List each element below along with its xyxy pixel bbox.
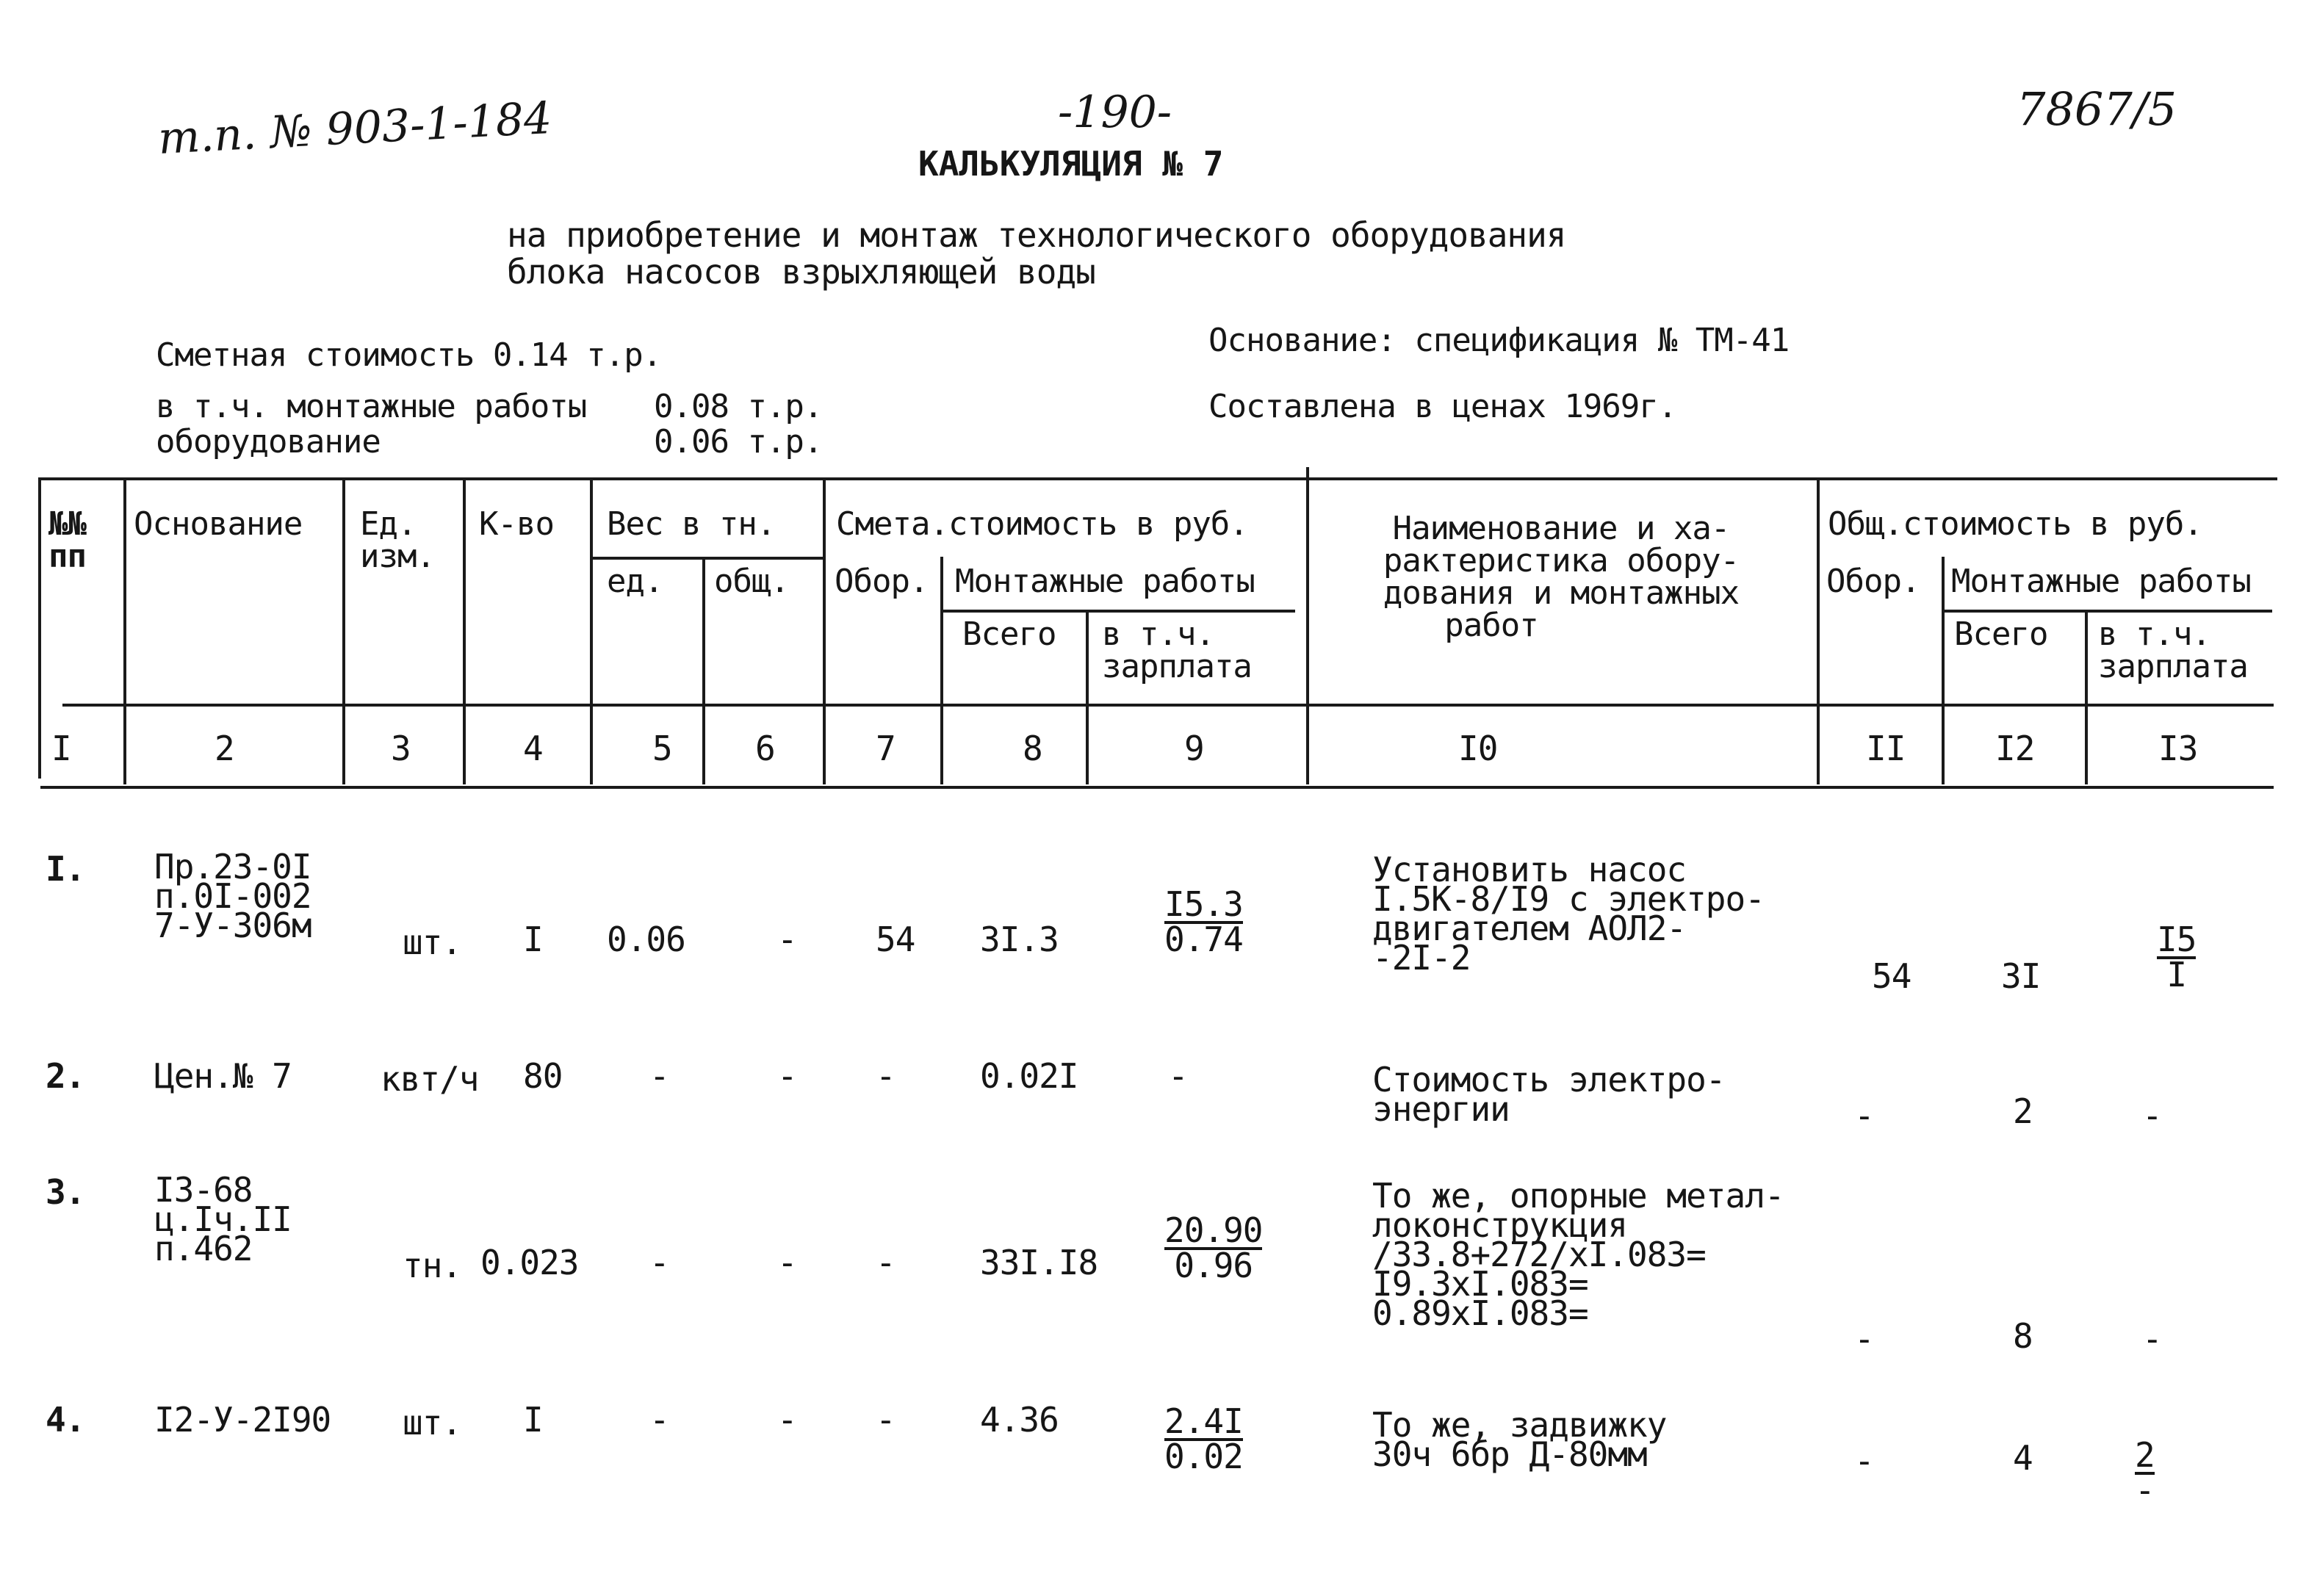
col-divider-8: [1086, 610, 1089, 784]
row-1-equipment: 54: [876, 920, 915, 959]
col-divider-7: [940, 557, 943, 784]
header-weight-group: Вес в тн.: [607, 505, 776, 543]
row-4-weight-total: -: [777, 1400, 797, 1440]
row-3-install-total: 33I.I8: [980, 1243, 1098, 1282]
row-4-wage-top: 2.4I: [1164, 1401, 1243, 1441]
row-3-equipment: -: [876, 1243, 896, 1282]
column-number-4: 4: [523, 729, 543, 768]
table-left-edge: [38, 477, 41, 779]
header-weight-unit: ед.: [607, 563, 663, 600]
header-description-line-3: дования и монтажных: [1383, 574, 1740, 612]
row-1-unit: шт.: [403, 922, 462, 962]
row-4-description-line-1: То же, задвижку: [1372, 1405, 1667, 1445]
row-3-wage: [1164, 1210, 1263, 1285]
row-1-description-line-2: I.5К-8/I9 с электро-: [1372, 879, 1765, 919]
row-1-basis-line-3: 7-У-306м: [154, 906, 311, 945]
column-number-7: 7: [876, 729, 896, 768]
header-weight-total: общ.: [714, 563, 789, 600]
row-2-description: [1372, 1060, 1726, 1129]
row-4-total-wage: [2135, 1435, 2155, 1510]
installation-value: 0.08 т.р.: [654, 388, 823, 425]
header-equipment: Обор.: [835, 563, 929, 600]
header-total-equipment: Обор.: [1826, 563, 1920, 600]
row-4-total-equipment: -: [1854, 1441, 1874, 1481]
column-number-6: 6: [755, 729, 775, 768]
header-total-group: Общ.стоимость в руб.: [1828, 505, 2202, 543]
row-3-weight-unit: -: [649, 1243, 669, 1282]
equipment-label: оборудование: [156, 423, 381, 461]
table-top-rule: [40, 477, 2277, 480]
row-4-basis: I2-У-2I90: [154, 1400, 331, 1440]
rule-install-group: [943, 610, 1295, 613]
document-title: КАЛЬКУЛЯЦИЯ № 7: [918, 144, 1224, 184]
row-1-basis: [154, 847, 311, 945]
row-4-description-line-2: 30ч 6бр Д-80мм: [1372, 1434, 1647, 1474]
row-3-basis-line-1: I3-68: [154, 1170, 253, 1210]
row-1-number: I.: [46, 849, 85, 889]
col-divider-4: [590, 477, 593, 784]
row-1-basis-line-2: п.0I-002: [154, 876, 311, 916]
row-3-description-line-2: локонструкция: [1372, 1205, 1628, 1245]
row-3-basis: [154, 1170, 292, 1268]
row-1-description: [1372, 850, 1765, 978]
row-2-number: 2.: [46, 1056, 85, 1096]
column-number-2: 2: [215, 729, 234, 768]
row-1-weight-total: -: [777, 920, 797, 959]
rule-weight-group: [592, 557, 823, 560]
row-2-quantity: 80: [523, 1056, 563, 1096]
row-4-equipment: -: [876, 1400, 896, 1440]
header-basis: Основание: [134, 505, 303, 543]
row-2-description-line-1: Стоимость электро-: [1372, 1060, 1726, 1099]
basis-specification: Основание: спецификация № ТМ-41: [1208, 322, 1790, 359]
header-cost-group: Смета.стоимость в руб.: [836, 505, 1248, 543]
row-2-weight-unit: -: [649, 1056, 669, 1096]
row-1-basis-line-1: Пр.23-0I: [154, 847, 311, 887]
column-number-3: 3: [391, 729, 411, 768]
row-3-basis-line-2: ц.Iч.II: [154, 1199, 292, 1239]
column-number-9: 9: [1184, 729, 1204, 768]
col-divider-5: [702, 557, 705, 784]
column-number-1: I: [51, 729, 71, 768]
rule-colnum-bottom: [40, 786, 2274, 789]
row-3-description-line-1: То же, опорные метал-: [1372, 1176, 1784, 1216]
row-4-total-wage-bottom: -: [2135, 1470, 2155, 1510]
column-number-12: I2: [1995, 729, 2035, 768]
row-2-weight-total: -: [777, 1056, 797, 1096]
row-4-description: [1372, 1405, 1667, 1474]
row-1-total-install: 3I: [2001, 956, 2041, 996]
row-1-description-line-3: двигателем АОЛ2-: [1372, 909, 1687, 948]
rule-install-group-2: [1942, 610, 2272, 613]
row-2-equipment: -: [876, 1056, 896, 1096]
estimated-cost: Сметная стоимость 0.14 т.р.: [156, 336, 662, 374]
row-1-wage-bottom: 0.74: [1164, 920, 1243, 959]
row-1-quantity: I: [523, 920, 543, 959]
row-3-quantity: 0.023: [480, 1243, 579, 1282]
header-total-install: Всего: [1954, 615, 2048, 653]
col-divider-11: [1942, 557, 1945, 784]
row-1-total-wage: [2157, 920, 2197, 994]
row-3-basis-line-3: п.462: [154, 1229, 253, 1268]
header-unit: Ед. изм.: [360, 505, 435, 575]
header-install-group-2: Монтажные работы: [1951, 563, 2251, 600]
row-4-wage: [1164, 1401, 1243, 1476]
col-divider-2: [342, 477, 345, 784]
row-1-description-line-1: Установить насос: [1372, 850, 1687, 889]
row-3-total-equipment: -: [1854, 1319, 1874, 1359]
header-description-line-4: работ: [1444, 607, 1538, 644]
column-number-5: 5: [652, 729, 672, 768]
row-3-description-line-5: 0.89хI.083=: [1372, 1293, 1588, 1333]
row-4-quantity: I: [523, 1400, 543, 1440]
column-number-10: I0: [1458, 729, 1498, 768]
row-2-wage: -: [1168, 1056, 1188, 1096]
project-reference: т.п. № 903-1-184: [156, 93, 553, 165]
col-divider-12: [2085, 610, 2088, 784]
header-install-group: Монтажные работы: [955, 563, 1255, 600]
column-number-11: II: [1866, 729, 1906, 768]
row-1-weight-unit: 0.06: [607, 920, 685, 959]
row-3-unit: тн.: [403, 1246, 462, 1285]
header-row-number: №№ пп: [48, 505, 86, 575]
row-2-unit: квт/ч: [381, 1059, 479, 1099]
row-4-weight-unit: -: [649, 1400, 669, 1440]
row-1-total-equipment: 54: [1872, 956, 1911, 996]
row-2-total-wage: -: [2142, 1096, 2162, 1135]
row-3-wage-top: 20.90: [1164, 1210, 1263, 1250]
row-3-wage-bottom: 0.96: [1174, 1246, 1253, 1285]
col-divider-6: [823, 477, 826, 784]
row-4-install-total: 4.36: [980, 1400, 1059, 1440]
column-number-13: I3: [2158, 729, 2198, 768]
row-2-install-total: 0.02I: [980, 1056, 1078, 1096]
installation-label: в т.ч. монтажные работы: [156, 388, 587, 425]
header-description-line-2: рактеристика обору-: [1383, 542, 1740, 579]
header-quantity: К-во: [479, 505, 554, 543]
header-install-wage: в т.ч. зарплата: [1102, 615, 1252, 685]
row-4-number: 4.: [46, 1400, 85, 1440]
header-description-line-1: Наименование и ха-: [1392, 510, 1730, 547]
row-4-total-wage-top: 2: [2135, 1435, 2155, 1475]
row-4-unit: шт.: [403, 1403, 462, 1442]
row-1-wage: [1164, 884, 1243, 959]
row-1-total-wage-top: I5: [2157, 920, 2197, 959]
document-subtitle-line-1: на приобретение и монтаж технологического оборудования: [507, 215, 1566, 255]
row-2-total-install: 2: [2013, 1091, 2033, 1131]
row-2-basis: Цен.№ 7: [154, 1056, 292, 1096]
col-divider-3: [463, 477, 466, 784]
row-3-weight-total: -: [777, 1243, 797, 1282]
row-3-description-line-4: I9.3хI.083=: [1372, 1264, 1588, 1304]
row-2-description-line-2: энергии: [1372, 1089, 1510, 1129]
document-subtitle-line-2: блока насосов взрыхляющей воды: [507, 252, 1095, 292]
row-4-wage-bottom: 0.02: [1164, 1437, 1243, 1476]
row-1-total-wage-bottom: I: [2166, 955, 2187, 994]
row-3-total-install: 8: [2013, 1316, 2033, 1356]
header-total-wage: в т.ч. зарплата: [2098, 615, 2248, 685]
col-divider-10: [1817, 477, 1820, 784]
row-3-description-line-3: /33.8+272/хI.083=: [1372, 1235, 1706, 1274]
row-3-number: 3.: [46, 1172, 85, 1212]
equipment-value: 0.06 т.р.: [654, 423, 823, 461]
row-3-total-wage: -: [2142, 1319, 2162, 1359]
row-1-wage-top: I5.3: [1164, 884, 1243, 924]
price-level: Составлена в ценах 1969г.: [1208, 388, 1677, 425]
row-1-description-line-4: -2I-2: [1372, 938, 1471, 978]
col-divider-1: [123, 477, 126, 784]
row-4-total-install: 4: [2013, 1438, 2033, 1478]
page-number: -190-: [1058, 87, 1172, 138]
archive-number: 7867/5: [2017, 82, 2177, 136]
header-install-total: Всего: [962, 615, 1056, 653]
row-3-description: [1372, 1176, 1784, 1333]
row-1-install-total: 3I.3: [980, 920, 1059, 959]
column-number-8: 8: [1023, 729, 1042, 768]
row-2-total-equipment: -: [1854, 1096, 1874, 1135]
